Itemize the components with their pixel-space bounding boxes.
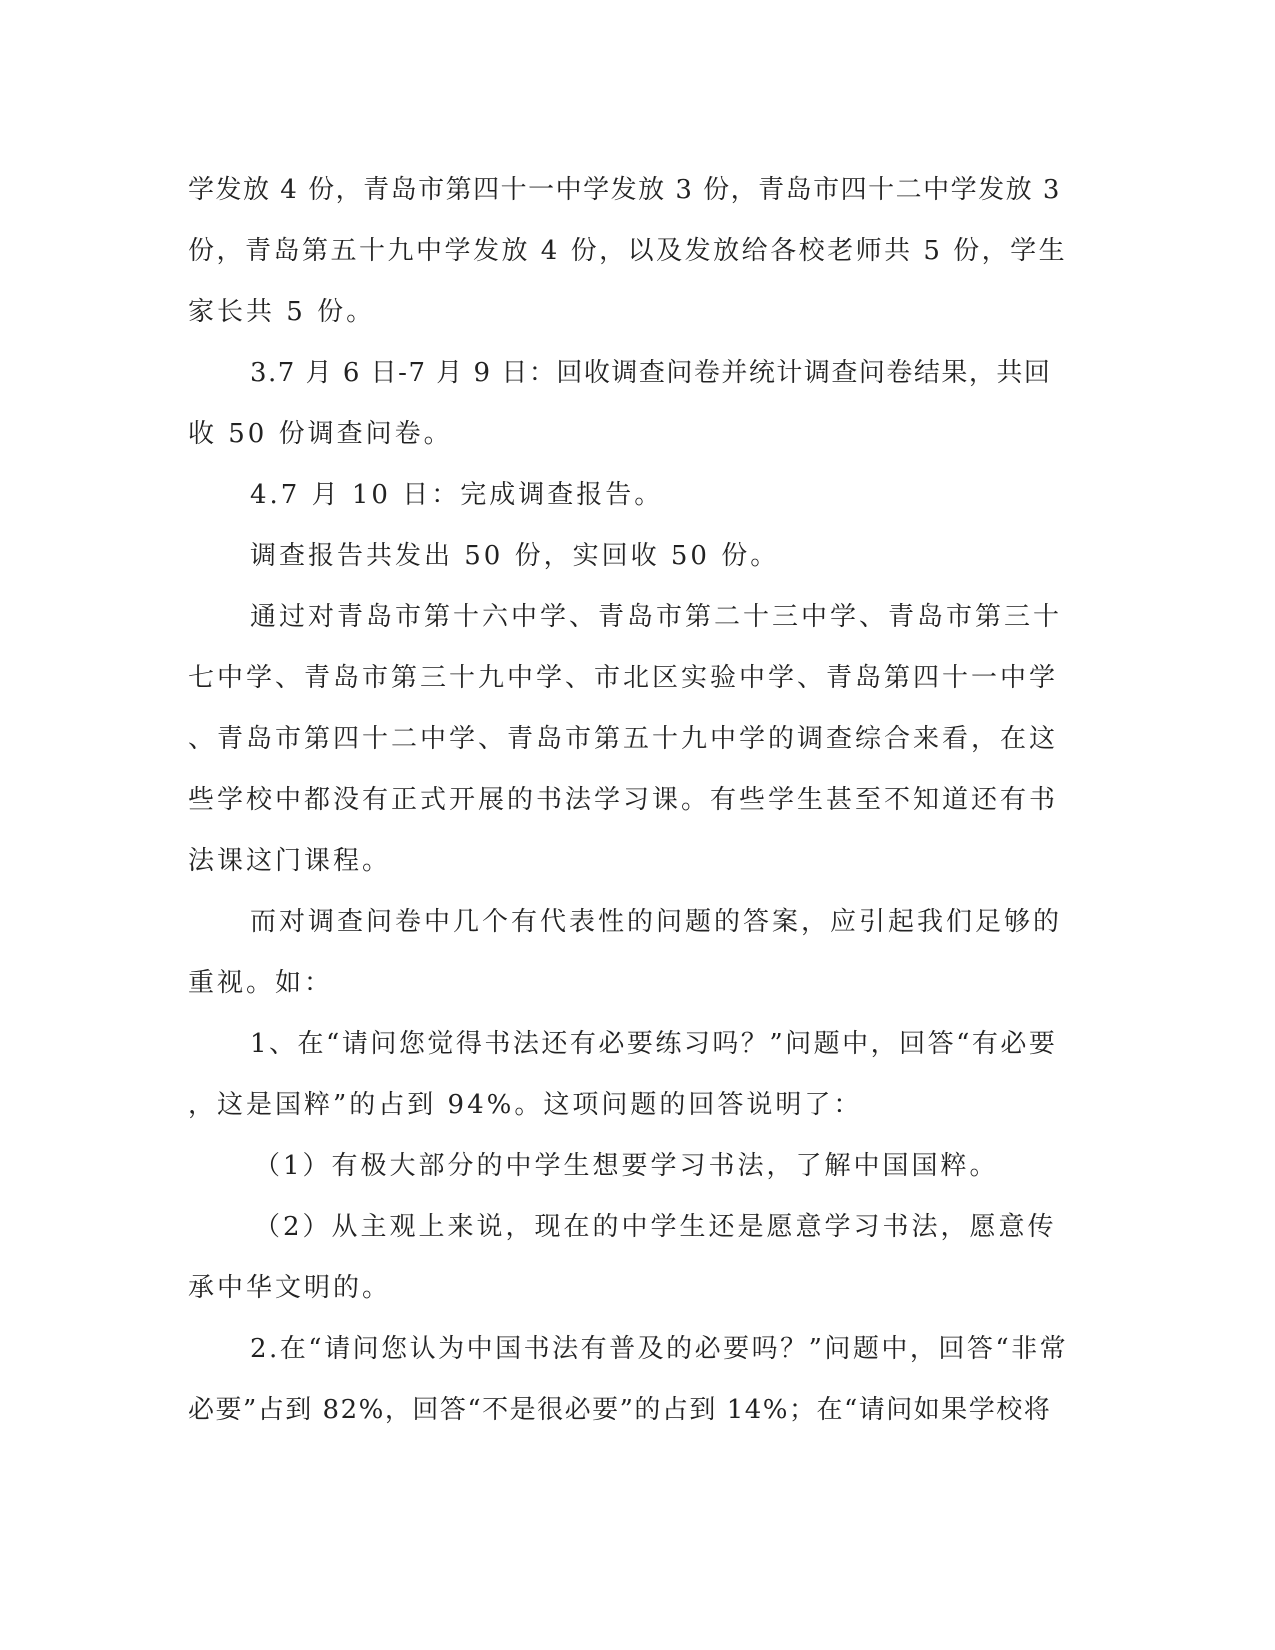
text-line: （2）从主观上来说，现在的中学生还是愿意学习书法，愿意传 [254, 1212, 1057, 1242]
text-line: 收 50 份调查问卷。 [188, 419, 453, 449]
body-text [188, 160, 1068, 1441]
text-line: 2.在“请问您认为中国书法有普及的必要吗？”问题中，回答“非常 [250, 1334, 1069, 1364]
text-line: 学发放 4 份，青岛市第四十一中学发放 3 份，青岛市四十二中学发放 3 [188, 175, 1061, 205]
text-line: （1）有极大部分的中学生想要学习书法，了解中国国粹。 [254, 1151, 999, 1181]
text-line: 、青岛市第四十二中学、青岛市第五十九中学的调查综合来看，在这 [188, 724, 1059, 754]
text-line: 份，青岛第五十九中学发放 4 份，以及发放给各校老师共 5 份，学生 [188, 236, 1068, 266]
text-line: 4.7 月 10 日：完成调查报告。 [250, 480, 664, 510]
text-line: 而对调查问卷中几个有代表性的问题的答案，应引起我们足够的 [250, 907, 1063, 937]
text-line: 1、在“请问您觉得书法还有必要练习吗？”问题中，回答“有必要 [250, 1029, 1058, 1059]
text-line: 通过对青岛市第十六中学、青岛市第二十三中学、青岛市第三十 [250, 602, 1063, 632]
text-line: 些学校中都没有正式开展的书法学习课。有些学生甚至不知道还有书 [188, 785, 1059, 815]
text-line: 家长共 5 份。 [188, 297, 376, 327]
text-line: 承中华文明的。 [188, 1273, 392, 1303]
text-line: 七中学、青岛市第三十九中学、市北区实验中学、青岛第四十一中学 [188, 663, 1059, 693]
text-line: ，这是国粹”的占到 94%。这项问题的回答说明了： [188, 1090, 863, 1120]
text-line: 调查报告共发出 50 份，实回收 50 份。 [250, 541, 780, 571]
text-line: 法课这门课程。 [188, 846, 392, 876]
text-line: 重视。如： [188, 968, 334, 998]
text-line: 3.7 月 6 日-7 月 9 日：回收调查问卷并统计调查问卷结果，共回 [250, 358, 1052, 388]
text-line: 必要”占到 82%，回答“不是很必要”的占到 14%；在“请问如果学校将 [188, 1395, 1052, 1425]
